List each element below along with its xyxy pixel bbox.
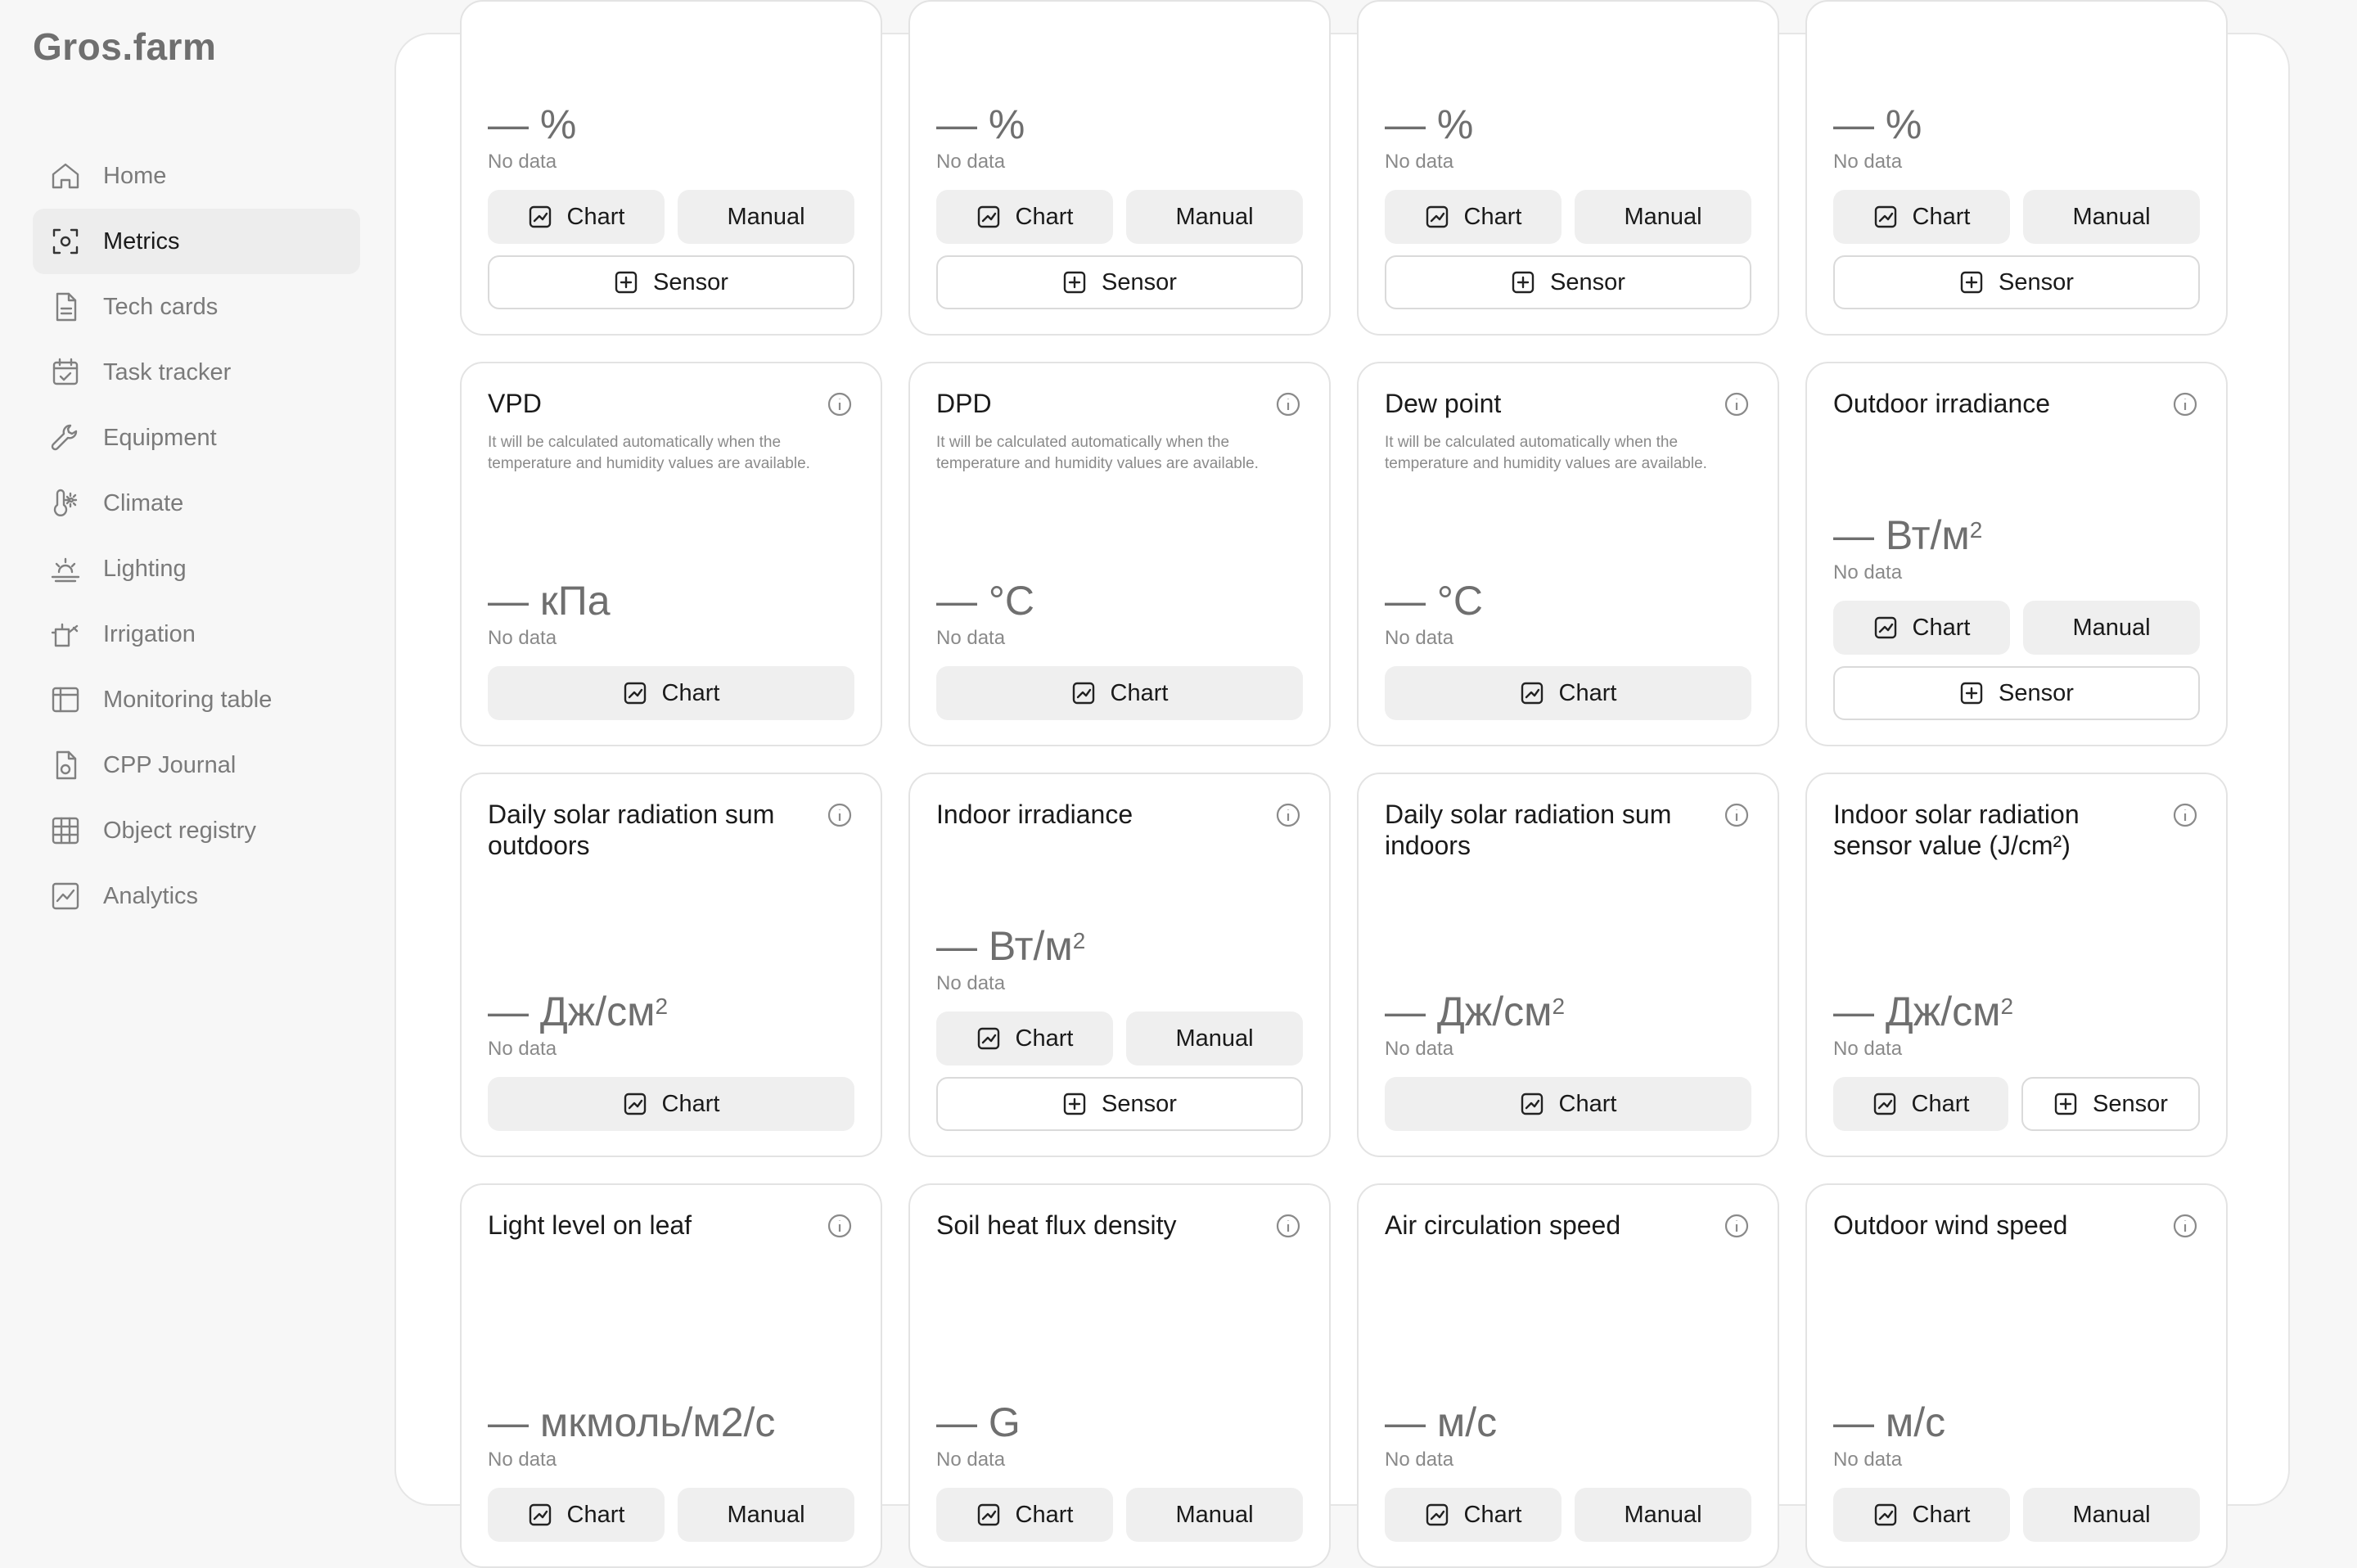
chart-button-label: Chart — [1110, 679, 1169, 706]
no-data-label: No data — [1833, 561, 1903, 583]
metric-card — [460, 773, 882, 1157]
chart-button[interactable] — [936, 1488, 1113, 1542]
sidebar-item-object-registry[interactable] — [33, 798, 360, 863]
metrics-grid — [460, 0, 2228, 1568]
no-data-label: No data — [936, 627, 1006, 649]
metric-footer — [1385, 1398, 1751, 1542]
sidebar-item-analytics[interactable] — [33, 863, 360, 929]
no-data-label: No data — [488, 627, 557, 649]
chart-button-label: Chart — [1912, 203, 1971, 230]
sensor-button[interactable] — [936, 255, 1303, 309]
chart-icon — [1873, 1092, 1897, 1116]
sensor-button[interactable] — [488, 255, 854, 309]
info-icon[interactable] — [827, 802, 853, 828]
metric-card — [908, 0, 1331, 336]
chart-button[interactable] — [488, 1077, 854, 1131]
sidebar-item-label: Analytics — [103, 882, 199, 909]
metric-footer — [1385, 576, 1751, 720]
sensor-button-label: Sensor — [653, 268, 728, 295]
chart-button[interactable] — [1385, 1488, 1562, 1542]
metric-title: Light level on leaf — [488, 1210, 692, 1240]
unit-exponent: 2 — [1072, 928, 1086, 953]
metric-card — [1805, 0, 2228, 336]
metric-value: — м/с — [1385, 1399, 1498, 1445]
metric-card — [1805, 773, 2228, 1157]
grid-icon — [47, 813, 83, 849]
add-sensor-icon — [1062, 270, 1087, 295]
chart-button[interactable] — [936, 666, 1303, 720]
metric-card — [908, 773, 1331, 1157]
metric-card — [1357, 0, 1779, 336]
chart-button[interactable] — [1833, 1077, 2008, 1131]
add-sensor-icon — [1062, 1092, 1087, 1116]
metric-card — [908, 362, 1331, 746]
chart-icon — [976, 205, 1001, 229]
add-sensor-icon — [1959, 270, 1984, 295]
sidebar-item-irrigation[interactable] — [33, 602, 360, 667]
metric-value: — $Дж/см^2$ — [488, 989, 669, 1034]
metric-footer — [488, 100, 854, 309]
manual-button-label: Manual — [1175, 1501, 1254, 1528]
metric-footer — [936, 576, 1303, 720]
sidebar-item-metrics[interactable] — [33, 209, 360, 274]
info-icon[interactable] — [1275, 391, 1301, 417]
chart-button-label: Chart — [1558, 679, 1617, 706]
chart-button[interactable] — [488, 1488, 665, 1542]
sensor-button-label: Sensor — [1102, 268, 1177, 295]
metric-footer — [488, 1398, 854, 1542]
chart-button[interactable] — [1833, 1488, 2010, 1542]
manual-button-label: Manual — [727, 1501, 805, 1528]
metric-value: — $Дж/см^2$ — [1385, 989, 1566, 1034]
info-icon[interactable] — [1724, 802, 1750, 828]
metric-card — [1357, 362, 1779, 746]
chart-icon — [976, 1503, 1001, 1527]
app-logo[interactable]: Gros.farm — [33, 25, 217, 68]
metric-title: VPD — [488, 389, 542, 418]
chart-button[interactable] — [936, 1012, 1113, 1066]
sensor-button[interactable] — [936, 1077, 1303, 1131]
chart-button[interactable] — [936, 190, 1113, 244]
manual-button[interactable] — [678, 190, 854, 244]
sensor-button-label: Sensor — [1102, 1090, 1177, 1117]
metric-description: It will be calculated automatically when the temperature and humidity values are available. — [488, 434, 810, 472]
metric-title: Soil heat flux density — [936, 1210, 1177, 1240]
document-icon — [47, 289, 83, 325]
chart-button-label: Chart — [566, 1501, 625, 1528]
chart-button-label: Chart — [1558, 1090, 1617, 1117]
chart-icon — [528, 1503, 552, 1527]
manual-button-label: Manual — [2072, 1501, 2151, 1528]
sidebar-item-label: Climate — [103, 489, 184, 516]
sidebar-item-home[interactable] — [33, 143, 360, 209]
chart-button-label: Chart — [661, 679, 720, 706]
metric-value: — $Дж/см^2$ — [1833, 989, 2014, 1034]
metric-value: — % — [488, 101, 577, 147]
chart-button-label: Chart — [1911, 1090, 1970, 1117]
sidebar-nav — [33, 143, 360, 929]
sidebar-item-equipment[interactable] — [33, 405, 360, 471]
sidebar-item-task-tracker[interactable] — [33, 340, 360, 405]
info-icon[interactable] — [2172, 1213, 2198, 1239]
chart-button-label: Chart — [566, 203, 625, 230]
metric-title: Outdoor wind speed — [1833, 1210, 2068, 1240]
manual-button[interactable] — [1126, 1012, 1303, 1066]
metric-value: — мкмоль/м2/с — [488, 1399, 776, 1445]
metric-title: Dew point — [1385, 389, 1502, 418]
metric-footer — [1385, 987, 1751, 1131]
metric-card — [1805, 1183, 2228, 1568]
metric-value: — °C — [1385, 578, 1483, 624]
metric-card — [460, 362, 882, 746]
metric-value: — % — [1833, 101, 1922, 147]
metric-footer — [1833, 511, 2200, 720]
sidebar-item-label: Task tracker — [103, 358, 232, 385]
table-icon — [47, 682, 83, 718]
no-data-label: No data — [1385, 151, 1454, 173]
chart-icon — [1425, 205, 1449, 229]
manual-button-label: Manual — [1624, 203, 1702, 230]
chart-button[interactable] — [1833, 190, 2010, 244]
chart-icon — [623, 1092, 647, 1116]
metric-title: DPD — [936, 389, 992, 418]
sidebar-item-label: Irrigation — [103, 620, 196, 647]
no-data-label: No data — [1385, 627, 1454, 649]
unit-exponent: 2 — [1969, 517, 1983, 543]
calendar-check-icon — [47, 354, 83, 390]
add-sensor-icon — [614, 270, 638, 295]
no-data-label: No data — [488, 151, 557, 173]
chart-button[interactable] — [488, 190, 665, 244]
no-data-label: No data — [1833, 1038, 1903, 1060]
chart-icon — [47, 878, 83, 914]
info-icon[interactable] — [2172, 391, 2198, 417]
chart-icon — [1873, 1503, 1898, 1527]
no-data-label: No data — [936, 972, 1006, 994]
sensor-button-label: Sensor — [1550, 268, 1625, 295]
no-data-label: No data — [1385, 1038, 1454, 1060]
metric-title: Daily solar radiation sum indoors — [1385, 800, 1672, 860]
manual-button[interactable] — [2023, 601, 2200, 655]
metric-value: — % — [936, 101, 1025, 147]
manual-button-label: Manual — [1624, 1501, 1702, 1528]
journal-icon — [47, 747, 83, 783]
chart-icon — [1071, 681, 1096, 705]
info-icon[interactable] — [827, 1213, 853, 1239]
metric-value: — кПа — [488, 578, 611, 624]
metric-card — [1357, 1183, 1779, 1568]
no-data-label: No data — [488, 1449, 557, 1471]
no-data-label: No data — [936, 151, 1006, 173]
chart-icon — [1873, 615, 1898, 640]
chart-icon — [1873, 205, 1898, 229]
metric-value: — $Вт/м^2$ — [1833, 512, 1983, 558]
chart-button-label: Chart — [1912, 1501, 1971, 1528]
chart-button-label: Chart — [1463, 1501, 1522, 1528]
no-data-label: No data — [1833, 1449, 1903, 1471]
metric-footer — [1833, 100, 2200, 309]
sensor-button[interactable] — [1833, 255, 2200, 309]
metric-value: — % — [1385, 101, 1474, 147]
watering-can-icon — [47, 616, 83, 652]
metric-value: — G — [936, 1399, 1021, 1445]
chart-button-label: Chart — [661, 1090, 720, 1117]
sensor-button[interactable] — [1833, 666, 2200, 720]
metric-footer — [488, 576, 854, 720]
no-data-label: No data — [936, 1449, 1006, 1471]
metric-footer — [936, 100, 1303, 309]
no-data-label: No data — [1385, 1449, 1454, 1471]
chart-icon — [1425, 1503, 1449, 1527]
sidebar-item-climate[interactable] — [33, 471, 360, 536]
home-icon — [47, 158, 83, 194]
metric-footer — [1385, 100, 1751, 309]
no-data-label: No data — [1833, 151, 1903, 173]
sensor-button-label: Sensor — [1999, 679, 2074, 706]
info-icon[interactable] — [2172, 802, 2198, 828]
sidebar-item-lighting[interactable] — [33, 536, 360, 602]
info-icon[interactable] — [827, 391, 853, 417]
metric-description: It will be calculated automatically when the temperature and humidity values are available. — [1385, 434, 1707, 472]
chart-button[interactable] — [1385, 1077, 1751, 1131]
sidebar-item-label: Object registry — [103, 817, 256, 844]
metric-title: Indoor solar radiation sensor value (J/cm²) — [1833, 800, 2080, 860]
metric-value: — м/с — [1833, 1399, 1946, 1445]
unit-exponent: 2 — [2000, 994, 2014, 1019]
sidebar-item-label: Home — [103, 162, 167, 189]
sidebar-item-label: CPP Journal — [103, 751, 237, 778]
metric-value: — °C — [936, 578, 1034, 624]
chart-button[interactable] — [1385, 190, 1562, 244]
metric-card — [1805, 362, 2228, 746]
sidebar-item-label: Lighting — [103, 555, 187, 582]
sensor-button[interactable] — [2021, 1077, 2200, 1131]
sidebar-item-cpp-journal[interactable] — [33, 732, 360, 798]
metric-card — [460, 1183, 882, 1568]
chart-button-label: Chart — [1912, 614, 1971, 641]
metric-footer — [488, 987, 854, 1131]
metric-card — [460, 0, 882, 336]
info-icon[interactable] — [1275, 1213, 1301, 1239]
manual-button[interactable] — [1126, 1488, 1303, 1542]
no-data-label: No data — [488, 1038, 557, 1060]
manual-button[interactable] — [1126, 190, 1303, 244]
add-sensor-icon — [1511, 270, 1535, 295]
metric-card — [1357, 773, 1779, 1157]
metric-footer — [1833, 1398, 2200, 1542]
manual-button[interactable] — [678, 1488, 854, 1542]
chart-button-label: Chart — [1015, 203, 1074, 230]
info-icon[interactable] — [1275, 802, 1301, 828]
chart-button[interactable] — [1385, 666, 1751, 720]
metric-title: Daily solar radiation sum outdoors — [488, 800, 775, 860]
manual-button-label: Manual — [727, 203, 805, 230]
metric-title: Indoor irradiance — [936, 800, 1133, 829]
manual-button[interactable] — [2023, 190, 2200, 244]
manual-button-label: Manual — [1175, 203, 1254, 230]
info-icon[interactable] — [1724, 391, 1750, 417]
sidebar-item-tech-cards[interactable] — [33, 274, 360, 340]
manual-button-label: Manual — [2072, 203, 2151, 230]
add-sensor-icon — [2053, 1092, 2078, 1116]
metric-title: Air circulation speed — [1385, 1210, 1621, 1240]
metrics-icon — [47, 223, 83, 259]
metric-footer — [936, 1398, 1303, 1542]
sidebar-item-label: Metrics — [103, 228, 180, 255]
manual-button[interactable] — [1575, 190, 1751, 244]
chart-button[interactable] — [488, 666, 854, 720]
metric-footer — [936, 921, 1303, 1131]
unit-exponent: 2 — [1552, 994, 1566, 1019]
unit-exponent: 2 — [655, 994, 669, 1019]
add-sensor-icon — [1959, 681, 1984, 705]
metric-footer — [1833, 987, 2200, 1131]
manual-button-label: Manual — [1175, 1025, 1254, 1052]
chart-icon — [623, 681, 647, 705]
chart-button-label: Chart — [1015, 1025, 1074, 1052]
metric-title: Outdoor irradiance — [1833, 389, 2051, 418]
metrics-panel — [394, 33, 2290, 1528]
sensor-button-label: Sensor — [1999, 268, 2074, 295]
metric-card — [908, 1183, 1331, 1568]
metric-description: It will be calculated automatically when the temperature and humidity values are available. — [936, 434, 1259, 472]
sunrise-icon — [47, 551, 83, 587]
manual-button[interactable] — [2023, 1488, 2200, 1542]
manual-button[interactable] — [1575, 1488, 1751, 1542]
metric-value: — $Вт/м^2$ — [936, 923, 1086, 969]
info-icon[interactable] — [1724, 1213, 1750, 1239]
wrench-icon — [47, 420, 83, 456]
chart-icon — [528, 205, 552, 229]
chart-button-label: Chart — [1463, 203, 1522, 230]
sidebar-item-label: Tech cards — [103, 293, 219, 320]
manual-button-label: Manual — [2072, 614, 2151, 641]
sidebar-item-monitoring-table[interactable] — [33, 667, 360, 732]
thermometer-sun-icon — [47, 485, 83, 521]
sensor-button[interactable] — [1385, 255, 1751, 309]
chart-icon — [976, 1026, 1001, 1051]
chart-button-label: Chart — [1015, 1501, 1074, 1528]
sidebar-item-label: Equipment — [103, 424, 217, 451]
chart-icon — [1520, 681, 1544, 705]
chart-icon — [1520, 1092, 1544, 1116]
sidebar-item-label: Monitoring table — [103, 686, 273, 713]
sensor-button-label: Sensor — [2093, 1090, 2168, 1117]
chart-button[interactable] — [1833, 601, 2010, 655]
